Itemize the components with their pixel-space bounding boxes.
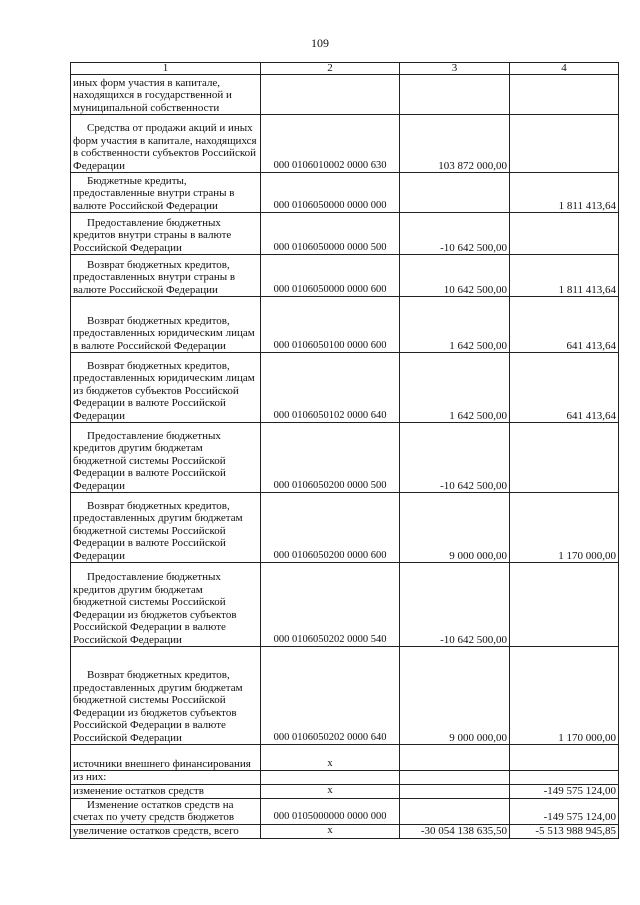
table-row <box>71 353 619 423</box>
row-description: источники внешнего финансирования <box>71 745 261 771</box>
table-row <box>71 563 619 647</box>
table-row <box>71 784 619 798</box>
row-value-col4: 1 811 413,64 <box>510 255 619 297</box>
row-value-col3 <box>400 745 510 771</box>
row-value-col3 <box>400 784 510 798</box>
row-code: 000 0105000000 0000 000 <box>261 798 400 824</box>
row-value-col3: -30 054 138 635,50 <box>400 824 510 838</box>
table-header-row <box>71 63 619 75</box>
row-code <box>261 771 400 785</box>
row-code: 000 0106050200 0000 600 <box>261 493 400 563</box>
row-description: Предоставление бюджетных кредитов другим бюджетам бюджетной системы Российской Федерации из бюджетов субъектов Российской Федерации в валюте Российской Федерации <box>71 563 261 647</box>
row-code: 000 0106050200 0000 500 <box>261 423 400 493</box>
row-value-col4: 1 170 000,00 <box>510 493 619 563</box>
row-code: 000 0106050000 0000 000 <box>261 173 400 213</box>
row-value-col3: 10 642 500,00 <box>400 255 510 297</box>
row-code: 000 0106050000 0000 600 <box>261 255 400 297</box>
table-row <box>71 213 619 255</box>
row-description: Предоставление бюджетных кредитов внутри страны в валюте Российской Федерации <box>71 213 261 255</box>
row-value-col4 <box>510 213 619 255</box>
column-header: 1 <box>71 63 261 75</box>
row-value-col3: -10 642 500,00 <box>400 213 510 255</box>
row-code: 000 0106050000 0000 500 <box>261 213 400 255</box>
row-description: иных форм участия в капитале, находящихся в государственной и муниципальной собственности <box>71 75 261 115</box>
row-code: 000 0106050202 0000 540 <box>261 563 400 647</box>
row-value-col4 <box>510 771 619 785</box>
row-value-col3: 9 000 000,00 <box>400 493 510 563</box>
column-header: 4 <box>510 63 619 75</box>
row-value-col4: -149 575 124,00 <box>510 784 619 798</box>
row-value-col4: -5 513 988 945,85 <box>510 824 619 838</box>
row-code: х <box>261 784 400 798</box>
page-number: 109 <box>311 36 329 50</box>
row-code: 000 0106050202 0000 640 <box>261 647 400 745</box>
row-code <box>261 75 400 115</box>
column-header: 2 <box>261 63 400 75</box>
row-description: Возврат бюджетных кредитов, предоставленных другим бюджетам бюджетной системы Российской Федерации из бюджетов субъектов Российской Федерации в валюте Российской Федерации <box>71 647 261 745</box>
row-value-col3: -10 642 500,00 <box>400 423 510 493</box>
row-value-col3: 1 642 500,00 <box>400 353 510 423</box>
row-value-col4: 1 170 000,00 <box>510 647 619 745</box>
row-value-col4 <box>510 115 619 173</box>
row-code: х <box>261 745 400 771</box>
row-value-col4 <box>510 745 619 771</box>
row-code: х <box>261 824 400 838</box>
row-description: Возврат бюджетных кредитов, предоставленных внутри страны в валюте Российской Федерации <box>71 255 261 297</box>
table-row <box>71 255 619 297</box>
column-header: 3 <box>400 63 510 75</box>
table-row <box>71 771 619 785</box>
row-value-col4: -149 575 124,00 <box>510 798 619 824</box>
row-description: из них: <box>71 771 261 785</box>
row-value-col3: 9 000 000,00 <box>400 647 510 745</box>
table-row <box>71 115 619 173</box>
table-row <box>71 798 619 824</box>
row-value-col4 <box>510 423 619 493</box>
budget-sources-table <box>70 62 619 839</box>
row-value-col4: 641 413,64 <box>510 353 619 423</box>
row-value-col4 <box>510 75 619 115</box>
row-description: изменение остатков средств <box>71 784 261 798</box>
row-value-col3 <box>400 75 510 115</box>
table-row <box>71 297 619 353</box>
row-value-col3 <box>400 771 510 785</box>
table-row <box>71 647 619 745</box>
row-description: Возврат бюджетных кредитов, предоставленных юридическим лицам из бюджетов субъектов Российской Федерации в валюте Российской Федерации <box>71 353 261 423</box>
table-row <box>71 493 619 563</box>
table-row <box>71 75 619 115</box>
row-value-col3: 103 872 000,00 <box>400 115 510 173</box>
table-row <box>71 173 619 213</box>
row-value-col3 <box>400 173 510 213</box>
row-description: Изменение остатков средств на счетах по учету средств бюджетов <box>71 798 261 824</box>
row-value-col4: 1 811 413,64 <box>510 173 619 213</box>
row-value-col3: -10 642 500,00 <box>400 563 510 647</box>
row-description: Возврат бюджетных кредитов, предоставленных юридическим лицам в валюте Российской Федерации <box>71 297 261 353</box>
row-description: увеличение остатков средств, всего <box>71 824 261 838</box>
row-value-col3: 1 642 500,00 <box>400 297 510 353</box>
row-description: Предоставление бюджетных кредитов другим бюджетам бюджетной системы Российской Федерации в валюте Российской Федерации <box>71 423 261 493</box>
row-description: Средства от продажи акций и иных форм участия в капитале, находящихся в собственности субъектов Российской Федерации <box>71 115 261 173</box>
row-code: 000 0106010002 0000 630 <box>261 115 400 173</box>
row-description: Возврат бюджетных кредитов, предоставленных другим бюджетам бюджетной системы Российской Федерации в валюте Российской Федерации <box>71 493 261 563</box>
row-value-col4: 641 413,64 <box>510 297 619 353</box>
table-row <box>71 745 619 771</box>
table-row <box>71 824 619 838</box>
table-row <box>71 423 619 493</box>
row-description: Бюджетные кредиты, предоставленные внутри страны в валюте Российской Федерации <box>71 173 261 213</box>
row-code: 000 0106050102 0000 640 <box>261 353 400 423</box>
row-code: 000 0106050100 0000 600 <box>261 297 400 353</box>
row-value-col4 <box>510 563 619 647</box>
row-value-col3 <box>400 798 510 824</box>
